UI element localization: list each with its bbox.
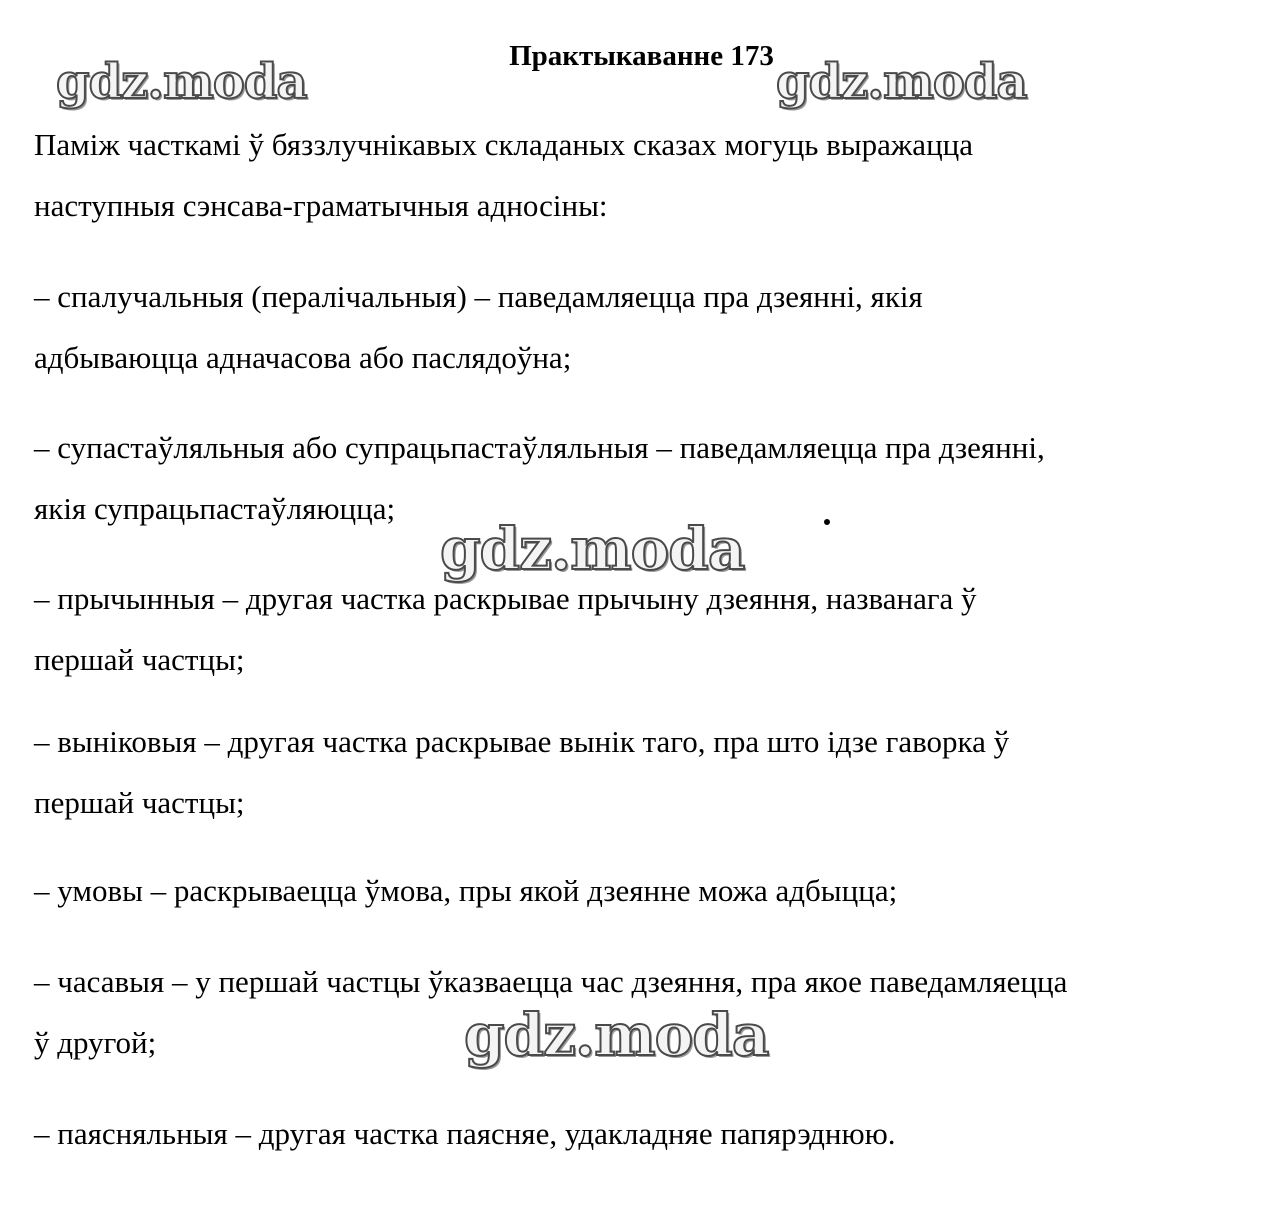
list-item-line-2: першай частцы;: [34, 642, 245, 677]
list-item: [34, 568, 1249, 690]
watermark-logo: gdz.moda: [56, 54, 307, 110]
list-item: [34, 417, 1249, 539]
list-item: [34, 711, 1249, 833]
watermark-logo: gdz.moda: [464, 1001, 769, 1069]
list-item-line-1: – спалучальныя (пералічальныя) – паведамляецца пра дзеянні, якія: [34, 279, 923, 314]
list-item: [34, 1103, 1249, 1164]
list-item-line-1: – умовы – раскрываецца ўмова, пры якой дзеянне можа адбыцца;: [34, 873, 898, 908]
list-item-line-2: адбываюцца адначасова або паслядоўна;: [34, 340, 572, 375]
stray-dot: [824, 519, 830, 525]
watermark-logo: gdz.moda: [440, 515, 745, 583]
list-item-line-1: – супастаўляльныя або супрацьпастаўляльныя – паведамляецца пра дзеянні,: [34, 430, 1045, 465]
list-item-line-2: першай частцы;: [34, 785, 245, 820]
list-item-line-2: ў другой;: [34, 1025, 157, 1060]
list-item-line-1: – часавыя – у першай частцы ўказваецца час дзеяння, пра якое паведамляецца: [34, 964, 1068, 999]
intro-line-1: Паміж часткамі ў бяззлучнікавых складаных сказах могуць выражацца: [34, 127, 974, 162]
intro-paragraph: [34, 114, 1249, 236]
watermark-logo: gdz.moda: [776, 54, 1027, 110]
list-item-line-1: – паясняльныя – другая частка паясняе, удакладняе папярэднюю.: [34, 1116, 896, 1151]
exercise-title: Практыкаванне 173: [509, 40, 774, 72]
list-item: [34, 266, 1249, 388]
list-item-line-2: якія супрацьпастаўляюцца;: [34, 491, 396, 526]
list-item: [34, 951, 1249, 1073]
list-item-line-1: – выніковыя – другая частка раскрывае вынік таго, пра што ідзе гаворка ў: [34, 724, 1010, 759]
intro-line-2: наступныя сэнсава-граматычныя адносіны:: [34, 188, 608, 223]
list-item-line-1: – прычынныя – другая частка раскрывае прычыну дзеяння, названага ў: [34, 581, 977, 616]
list-item: [34, 860, 1249, 921]
